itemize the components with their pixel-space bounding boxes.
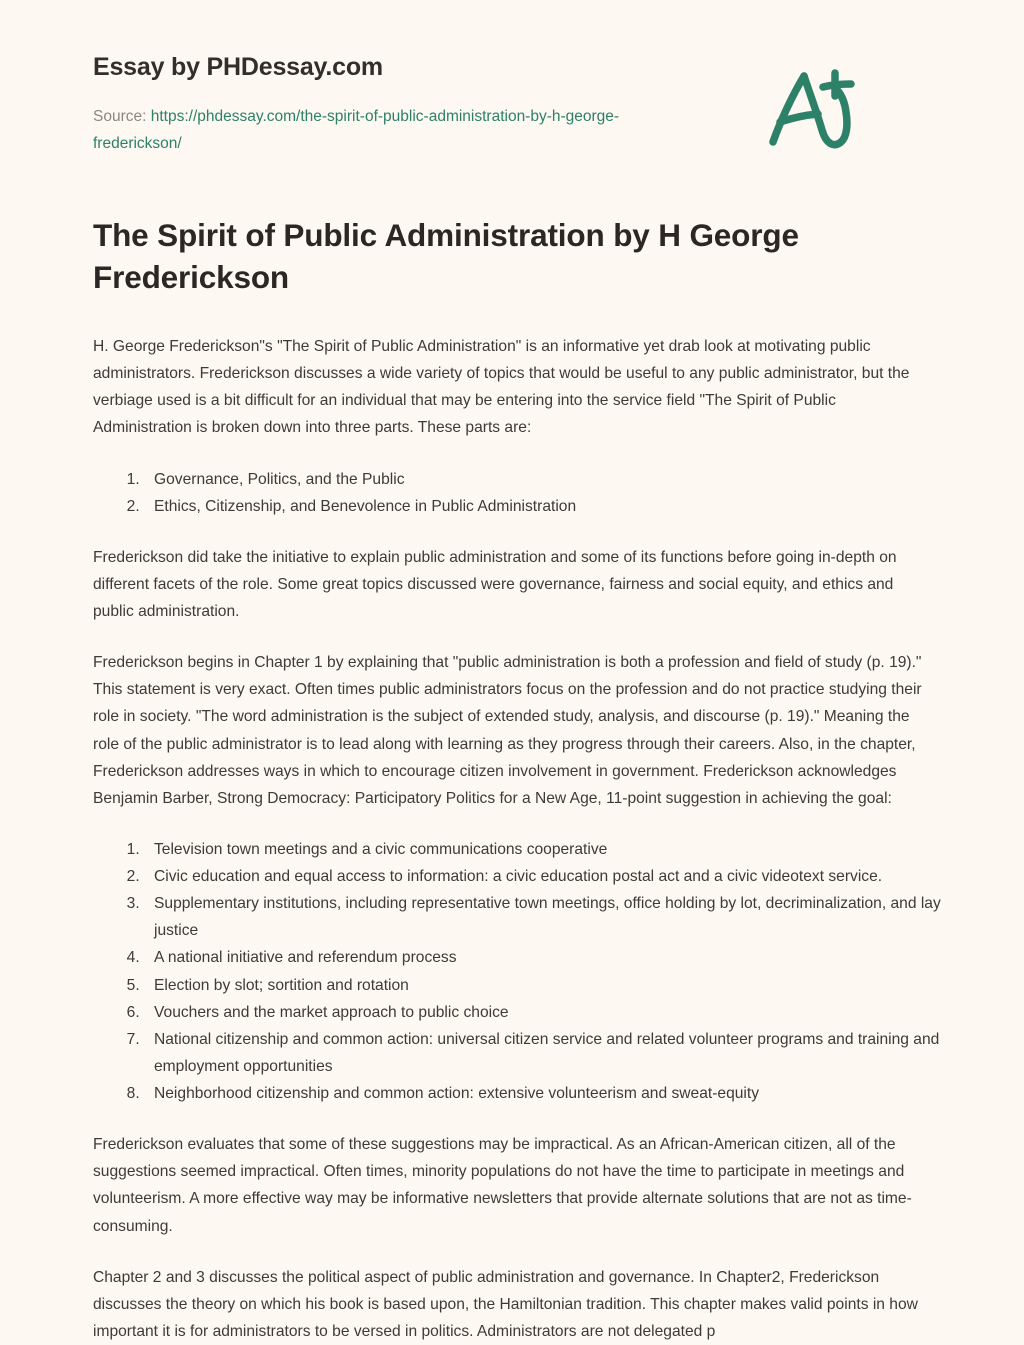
list-item: 2. Ethics, Citizenship, and Benevolence in Public Administration: [144, 493, 944, 520]
page-title: The Spirit of Public Administration by H George Frederickson: [93, 217, 799, 296]
source-url-link[interactable]: https://phdessay.com/the-spirit-of-public-administration-by-h-george-frederickson/: [93, 108, 620, 152]
barber-suggestions-list: [93, 836, 944, 1107]
article-body: [80, 157, 944, 1345]
brand-title: Essay by PHDessay.com: [93, 53, 383, 81]
list-item: 1. Governance, Politics, and the Public: [144, 466, 944, 493]
list-item: 7. National citizenship and common action: universal citizen service and related volunteer programs and training and employment opportunities: [144, 1026, 944, 1080]
paragraph-2: Frederickson did take the initiative to explain public administration and some of its functions before going in-depth on different facets of the role. Some great topics discussed were governance, fairness and social equity, and ethics and public administration.: [93, 548, 897, 621]
paragraph-3: Frederickson begins in Chapter 1 by explaining that "public administration is both a profession and field of study (p. 19)." This statement is very exact. Often times public administrators focus on the profession and do not practice studying their role in society. "The word administration is the subject of extended study, analysis, and discourse (p. 19)." Meaning the role of the public administrator is to lead along with learning as they progress through their careers. Also, in the chapter, Frederickson addresses ways in which to encourage citizen involvement in government. Frederickson acknowledges Benjamin Barber, Strong Democracy: Participatory Politics for a New Age, 11-point suggestion in achieving the goal:: [93, 654, 922, 807]
paragraph-4: Frederickson evaluates that some of these suggestions may be impractical. As an African-American citizen, all of the suggestions seemed impractical. Often times, minority populations do not have the time to participate in meetings and volunteerism. A more effective way may be informative newsletters that provide alternate solutions that are not as time-consuming.: [93, 1136, 912, 1235]
list-item: 6. Vouchers and the market approach to public choice: [144, 999, 944, 1026]
list-item: 4. A national initiative and referendum process: [144, 944, 944, 971]
list-item: 8. Neighborhood citizenship and common action: extensive volunteerism and sweat-equity: [144, 1080, 944, 1107]
a-plus-logo-icon: [754, 60, 864, 160]
list-item: 5. Election by slot; sortition and rotation: [144, 972, 944, 999]
page-header: [80, 0, 944, 157]
list-item: 2. Civic education and equal access to information: a civic education postal act and a civic videotext service.: [144, 863, 944, 890]
list-item: 1. Television town meetings and a civic communications cooperative: [144, 836, 944, 863]
list-item: 3. Supplementary institutions, including representative town meetings, office holding by lot, decriminalization, and lay justice: [144, 890, 944, 944]
source-label: Source:: [93, 108, 147, 125]
source-line: [80, 104, 673, 157]
paragraph-1: H. George Frederickson"s "The Spirit of Public Administration" is an informative yet drab look at motivating public administrators. Frederickson discusses a wide variety of topics that would be useful to any public administrator, but the verbiage used is a bit difficult for an individual that may be entering into the service field "The Spirit of Public Administration is broken down into three parts. These parts are:: [93, 338, 910, 437]
paragraph-5: Chapter 2 and 3 discusses the political aspect of public administration and governance. In Chapter2, Frederickson discusses the theory on which his book is based upon, the Hamiltonian tradition. This chapter makes valid points in how important it is for administrators to be versed in politics. Administrators are not delegated p: [93, 1268, 918, 1340]
parts-list: [93, 466, 944, 520]
